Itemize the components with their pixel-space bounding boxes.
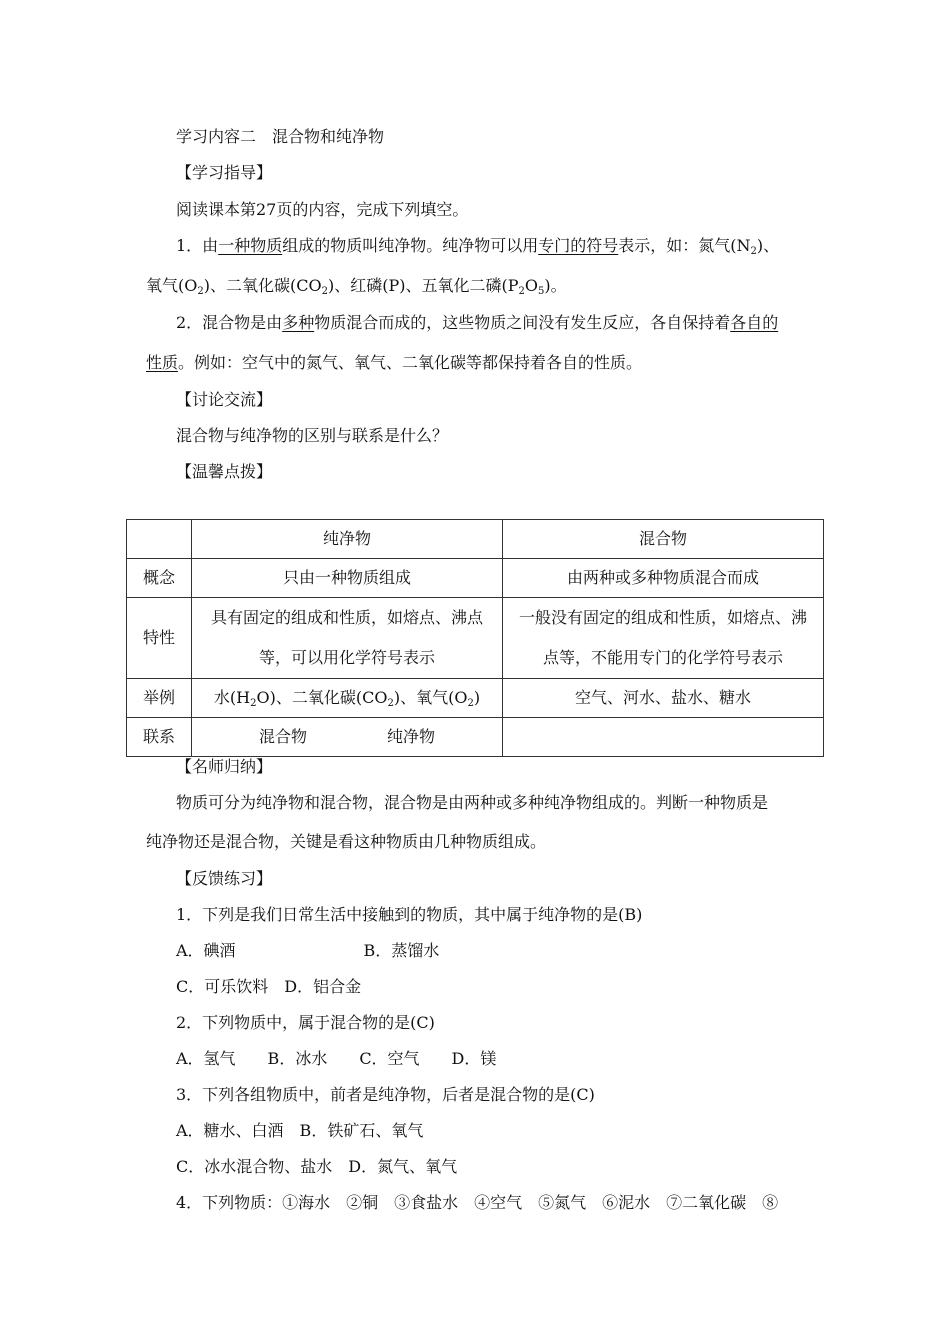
p2-text-c: 。例如：空气中的氮气、氧气、二氧化碳等都保持着各自的性质。 bbox=[178, 353, 643, 372]
table-cell bbox=[127, 520, 192, 559]
comparison-table bbox=[126, 519, 824, 757]
table-cell: 只由一种物质组成 bbox=[192, 559, 503, 598]
question-3: 3．下列各组物质中，前者是纯净物，后者是混合物的是(C) bbox=[176, 1085, 595, 1104]
section-title: 学习内容二 混合物和纯净物 bbox=[176, 127, 385, 146]
p1-text: )。 bbox=[544, 276, 567, 295]
blank-answer: 专门的符号 bbox=[538, 236, 619, 255]
p2-text-b: 物质混合而成的，这些物质之间没有发生反应，各自保持着 bbox=[314, 313, 731, 332]
p1-text: )、二氧化碳(CO bbox=[203, 276, 322, 295]
subscript: 2 bbox=[321, 286, 328, 297]
paragraph-2-line-1 bbox=[176, 313, 778, 333]
summary-line-1: 物质可分为纯净物和混合物，混合物是由两种或多种纯净物组成的。判断一种物质是 bbox=[176, 793, 769, 812]
paragraph-1-line-1 bbox=[176, 236, 779, 256]
p1-text: 氧气(O bbox=[146, 276, 198, 295]
table-cell bbox=[503, 598, 824, 679]
header-practice: 【反馈练习】 bbox=[176, 869, 273, 888]
subscript: 2 bbox=[518, 286, 525, 297]
table-row bbox=[127, 520, 824, 559]
blank-answer: 各自的 bbox=[730, 313, 779, 332]
question-1-options-cd: C．可乐饮料 D．铝合金 bbox=[176, 977, 362, 996]
cell-line: 具有固定的组成和性质，如熔点、沸点 bbox=[210, 608, 483, 627]
row-label: 举例 bbox=[127, 679, 192, 718]
discussion-question: 混合物与纯净物的区别与联系是什么？ bbox=[176, 426, 449, 445]
row-label: 概念 bbox=[127, 559, 192, 598]
question-3-options-cd: C．冰水混合物、盐水 D．氮气、氧气 bbox=[176, 1157, 458, 1176]
relation-left: 混合物 bbox=[258, 727, 307, 746]
header-discuss: 【讨论交流】 bbox=[176, 390, 273, 409]
paragraph-2-line-2 bbox=[146, 353, 642, 373]
intro-text: 阅读课本第27页的内容，完成下列填空。 bbox=[176, 200, 469, 219]
summary-line-2: 纯净物还是混合物，关键是看这种物质由几种物质组成。 bbox=[146, 832, 547, 851]
table-row bbox=[127, 559, 824, 598]
table-cell bbox=[503, 718, 824, 757]
cell-text: O)、二氧化碳(CO bbox=[256, 688, 388, 707]
subscript: 2 bbox=[750, 246, 757, 257]
p1-text: O bbox=[524, 276, 538, 295]
subscript: 2 bbox=[197, 286, 204, 297]
p1-text-c: 表示，如：氮气(N bbox=[618, 236, 751, 255]
blank-answer: 性质 bbox=[146, 353, 179, 372]
row-label: 特性 bbox=[127, 598, 192, 679]
table-row bbox=[127, 598, 824, 679]
row-label: 联系 bbox=[127, 718, 192, 757]
blank-answer: 一种物质 bbox=[218, 236, 283, 255]
table-cell: 由两种或多种物质混合而成 bbox=[503, 559, 824, 598]
subscript: 5 bbox=[538, 286, 545, 297]
table-row bbox=[127, 679, 824, 718]
relation-right: 纯净物 bbox=[387, 727, 436, 746]
cell-text: )、氧气(O bbox=[393, 688, 468, 707]
p1-text: )、红磷(P)、五氧化二磷(P bbox=[327, 276, 519, 295]
header-summary: 【名师归纳】 bbox=[176, 757, 273, 776]
cell-text: ) bbox=[473, 688, 481, 707]
p2-text-a: 2．混合物是由 bbox=[176, 313, 283, 332]
question-1: 1．下列是我们日常生活中接触到的物质，其中属于纯净物的是(B) bbox=[176, 905, 643, 924]
p1-text-b: 组成的物质叫纯净物。纯净物可以用 bbox=[282, 236, 539, 255]
table-row bbox=[127, 718, 824, 757]
question-2-options: A．氢气 B．冰水 C．空气 D．镁 bbox=[176, 1049, 497, 1068]
header-guide: 【学习指导】 bbox=[176, 163, 273, 182]
blank-answer: 多种 bbox=[282, 313, 315, 332]
question-3-options-ab: A．糖水、白酒 B．铁矿石、氧气 bbox=[176, 1121, 424, 1140]
p1-text-a: 1．由 bbox=[176, 236, 219, 255]
header-tips: 【温馨点拨】 bbox=[176, 462, 273, 481]
column-header-mixture: 混合物 bbox=[503, 520, 824, 559]
table-cell bbox=[192, 718, 503, 757]
subscript: 2 bbox=[387, 698, 394, 709]
table-cell: 空气、河水、盐水、糖水 bbox=[503, 679, 824, 718]
subscript: 2 bbox=[467, 698, 474, 709]
cell-line: 等，可以用化学符号表示 bbox=[258, 648, 435, 667]
table-cell bbox=[192, 679, 503, 718]
p1-text-c-end: )、 bbox=[756, 236, 780, 255]
cell-text: 水(H bbox=[213, 688, 251, 707]
question-4: 4．下列物质：①海水 ②铜 ③食盐水 ④空气 ⑤氮气 ⑥泥水 ⑦二氧化碳 ⑧ bbox=[176, 1193, 779, 1212]
subscript: 2 bbox=[250, 698, 257, 709]
question-2: 2．下列物质中，属于混合物的是(C) bbox=[176, 1013, 435, 1032]
table-cell bbox=[192, 598, 503, 679]
question-1-options-ab: A．碘酒 B．蒸馏水 bbox=[176, 941, 440, 960]
paragraph-1-line-2 bbox=[146, 276, 567, 296]
cell-line: 一般没有固定的组成和性质，如熔点、沸 bbox=[518, 608, 807, 627]
cell-line: 点等，不能用专门的化学符号表示 bbox=[542, 648, 783, 667]
column-header-pure: 纯净物 bbox=[192, 520, 503, 559]
